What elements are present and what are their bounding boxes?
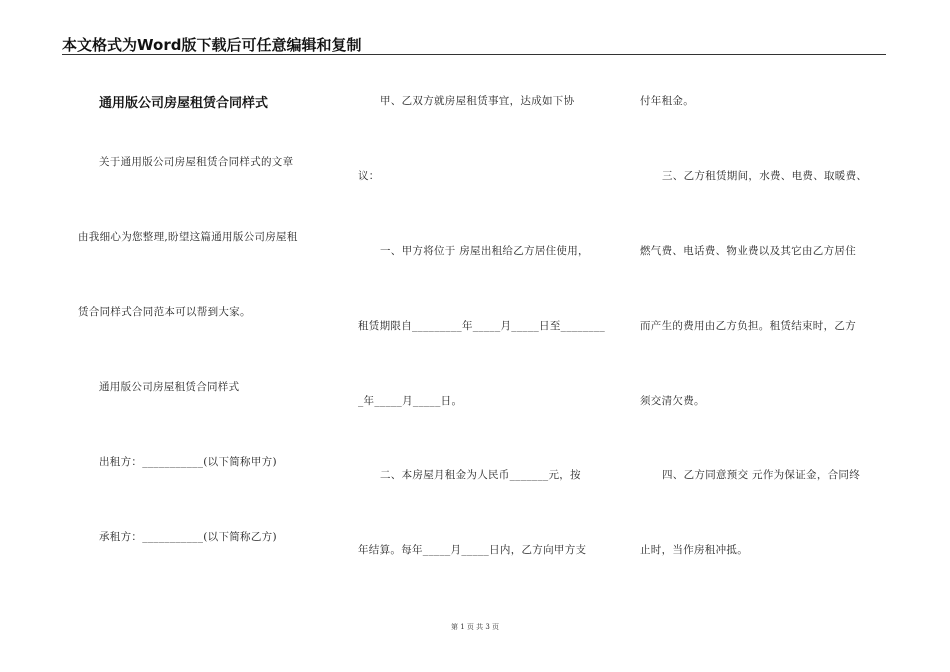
col2-line-6: 二、本房屋月租金为人民币_______元，按 [380, 469, 581, 481]
page-number: 第 1 页 共 3 页 [450, 623, 500, 631]
col3-line-7: 止时，当作房租冲抵。 [640, 544, 748, 556]
col3-line-6: 四、乙方同意预交 元作为保证金，合同终 [662, 469, 861, 481]
lessee-line: 承租方：___________(以下简称乙方) [99, 531, 277, 543]
page-header [62, 34, 886, 55]
col1-line-1: 关于通用版公司房屋租赁合同样式的文章 [99, 156, 294, 168]
col1-line-3: 赁合同样式合同范本可以帮到大家。 [78, 306, 251, 318]
header-title: 本文格式为Word版下载后可任意编辑和复制 [62, 36, 362, 54]
lessor-line: 出租方：___________(以下简称甲方) [99, 456, 277, 468]
document-title: 通用版公司房屋租赁合同样式 [99, 96, 269, 111]
col3-line-1: 付年租金。 [640, 95, 694, 107]
col2-line-1: 甲、乙双方就房屋租赁事宜，达成如下协 [380, 95, 575, 107]
col3-line-2: 三、乙方租赁期间，水费、电费、取暖费、 [662, 170, 868, 182]
col3-line-4: 而产生的费用由乙方负担。租赁结束时，乙方 [640, 320, 856, 332]
col2-line-2: 议： [358, 170, 380, 182]
col2-line-3: 一、甲方将位于 房屋出租给乙方居住使用， [380, 245, 589, 257]
col3-line-5: 须交清欠费。 [640, 395, 705, 407]
col2-line-7: 年结算。每年_____月_____日内，乙方向甲方支 [358, 544, 587, 556]
col1-line-2: 由我细心为您整理,盼望这篇通用版公司房屋租 [78, 231, 298, 243]
col1-line-4: 通用版公司房屋租赁合同样式 [99, 381, 240, 393]
col2-line-5: _年_____月_____日。 [358, 395, 463, 407]
col3-line-3: 燃气费、电话费、物业费以及其它由乙方居住 [640, 245, 856, 257]
col2-line-4: 租赁期限自_________年_____月_____日至________ [358, 320, 606, 332]
